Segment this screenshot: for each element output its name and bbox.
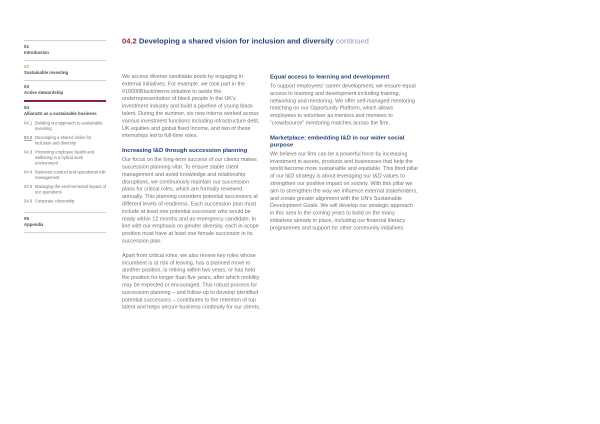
sidebar-item-sustainable-investing[interactable]: [24, 60, 106, 80]
section-number: 02: [24, 64, 30, 69]
sidebar-item-appendix[interactable]: [24, 212, 106, 232]
paragraph: We access diverse candidate pools by engaging in external initiatives. For example, we took part in the #10000BlackInterns initiative to tackle the underrepresentation of black people in the UK’s investment industry and build a pipeline of young black talent. During the summer, six new interns worked across various investment functions including infrastructure debt, UK equities and global fixed income, and two of these internships led to full-time roles.: [122, 73, 260, 139]
section-number: 01: [24, 44, 30, 49]
subsection-number: 04.2: [24, 135, 33, 140]
sidebar-item-04-6[interactable]: [24, 199, 106, 205]
section-number: 04: [24, 105, 30, 110]
section-label: Active stewardship: [24, 90, 64, 95]
left-text-column: [122, 73, 261, 318]
subheading-marketplace: Marketplace: embedding I&D in our wider social purpose: [270, 133, 405, 148]
subsection-label: Managing the environmental impact of our operations: [35, 184, 106, 195]
subheading-succession-planning: Increasing I&D through succession planning: [122, 146, 248, 154]
sidebar-item-active-stewardship[interactable]: [24, 80, 106, 100]
sidebar-item-allianzgi-sustainable-business[interactable]: [24, 100, 106, 212]
subheading-equal-access: Equal access to learning and development: [270, 73, 390, 80]
right-text-column: [270, 73, 419, 239]
paragraph: Our focus on the long-term success of our clients makes succession planning vital. To ensure stable client management and avoid knowledge and relationship disruptions, we continuously maintain our succession plans for critical roles, which are formally reviewed annually. This planning considers potential successors at different levels of readiness. Each succession plan must include at least one potential successor who would be ready within 12 months and an emergency candidate. In line with our emphasis on gender diversity, each in-scope position must have at least one female successor in its succession plan.: [122, 156, 259, 244]
section-label: AllianzGI as a sustainable business: [24, 111, 97, 116]
section-label: Introduction: [24, 50, 50, 55]
sidebar-item-introduction[interactable]: [24, 40, 106, 60]
subsection-number: 04.6: [24, 198, 33, 204]
subsection-label: Building our approach to sustainable investing: [35, 120, 103, 131]
sidebar-item-04-2-current[interactable]: [24, 135, 106, 146]
page-title: [122, 37, 472, 46]
page-title-text: Developing a shared vision for inclusion and diversity: [138, 37, 334, 46]
sidebar-item-04-3[interactable]: [24, 150, 106, 167]
paragraph: Apart from critical roles, we also review key roles whose incumbent is at risk of leaving, has a planned move to another position, is retiring within two years, or has held the position for longer than five years, after which mobility may be expected or encouraged. This robust process for succession planning – and follow-up to develop identified potential successors – contributes to the retention of top talent and helps secure business continuity for our clients.: [122, 252, 261, 311]
subsection-number: 04.1: [24, 120, 33, 126]
paragraph: To support employees’ career development, we ensure equal access to learning and development including training, networking and mentoring. We offer self-managed mentoring matching on our Opportunity Platform, which allows employees to volunteer as mentors and mentees to “crowdsource” mentoring matches across the firm.: [270, 83, 416, 126]
subsection-number: 04.5: [24, 184, 33, 189]
subsection-number: 04.4: [24, 169, 33, 175]
section-label: Appendix: [24, 222, 44, 227]
page-title-number: 04.2: [122, 37, 137, 46]
sidebar-bottom-divider: [24, 232, 106, 233]
subsection-label: Developing a shared vision for inclusion and diversity: [35, 135, 92, 146]
page-title-continued: continued: [335, 37, 369, 46]
subsection-number: 04.3: [24, 149, 33, 155]
sidebar-item-04-4[interactable]: [24, 170, 106, 181]
sidebar-nav: [24, 40, 106, 233]
subsection-label: Promoting employee health and wellbeing in a hybrid work environment: [35, 149, 95, 166]
sidebar-subsections: [24, 121, 106, 205]
section-label: Sustainable investing: [24, 70, 69, 75]
sidebar-item-04-5[interactable]: [24, 184, 106, 195]
subsection-label: Business conduct and operational risk management: [35, 169, 106, 180]
sidebar-item-04-1[interactable]: [24, 121, 106, 132]
section-number: 05: [24, 216, 30, 221]
section-number: 03: [24, 84, 30, 89]
paragraph: We believe our firm can be a powerful force by increasing investment in assets, products and businesses that help the world become more sustainable and equitable. This third pillar of our I&D strategy is about leveraging our I&D values to strengthen our positive impact on society. With this pillar we aim to strengthen the way we influence external stakeholders, and create greater alignment with the UN’s Sustainable Development Goals. We will develop our strategic approach in this area in the coming years to build on the many initiatives already in place, including our financial literacy programmes and support for other community initiatives.: [270, 150, 419, 231]
subsection-label: Corporate citizenship: [35, 198, 75, 204]
